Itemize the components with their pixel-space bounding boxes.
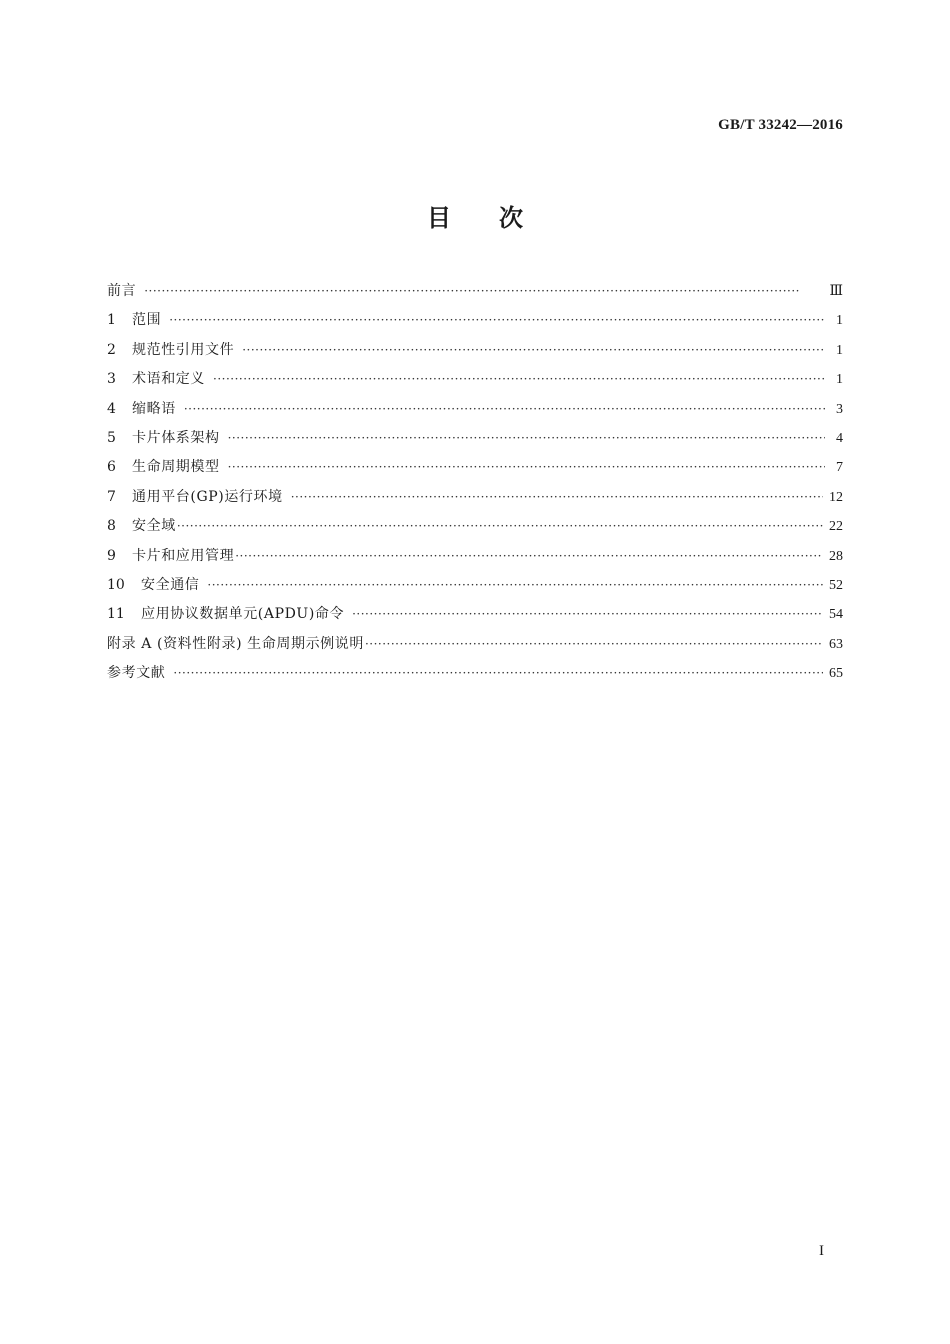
toc-leader	[177, 512, 823, 541]
toc-entry-page: 54	[829, 607, 843, 623]
toc-entry-page: 3	[836, 401, 843, 417]
toc-entry-label: 安全域	[132, 518, 176, 535]
toc-entry-page: 28	[829, 548, 843, 564]
toc-leader	[144, 277, 823, 306]
toc-entry-11[interactable]	[107, 600, 843, 629]
toc-entry-label: 术语和定义	[132, 371, 205, 388]
toc-entry-number: 2	[107, 341, 116, 358]
toc-entry-label: 规范性引用文件	[132, 341, 235, 358]
toc-entry-label: 范围	[132, 312, 162, 329]
toc-entry-page: 1	[836, 342, 843, 358]
toc-entry-page: 22	[829, 519, 843, 535]
toc-entry-label: 安全通信	[141, 576, 200, 593]
toc-leader	[213, 365, 825, 394]
toc-entry-1[interactable]	[107, 306, 843, 335]
toc-entry-10[interactable]	[107, 571, 843, 600]
toc-entry-label: 缩略语	[132, 400, 176, 417]
toc-entry-9[interactable]	[107, 542, 843, 571]
toc-entry-number: 11	[107, 606, 125, 623]
toc-entry-page: 7	[836, 460, 843, 476]
toc-entry-label: 附录 A (资料性附录) 生命周期示例说明	[107, 635, 364, 652]
toc-leader	[228, 453, 825, 482]
toc-entry-page: 12	[829, 489, 843, 505]
toc-entry-4[interactable]	[107, 395, 843, 424]
toc-entry-8[interactable]	[107, 512, 843, 541]
toc-entry-page: 63	[829, 636, 843, 652]
toc-leader	[291, 483, 823, 512]
toc-entry-label: 卡片和应用管理	[132, 547, 235, 564]
toc-entry-number: 5	[107, 429, 116, 446]
standard-number: GB/T 33242—2016	[718, 117, 843, 133]
table-of-contents	[107, 277, 843, 688]
toc-entry-number: 3	[107, 371, 116, 388]
toc-leader	[242, 336, 825, 365]
toc-entry-foreword[interactable]	[107, 277, 843, 306]
toc-entry-6[interactable]	[107, 453, 843, 482]
toc-entry-3[interactable]	[107, 365, 843, 394]
toc-entry-page: 1	[836, 313, 843, 329]
toc-entry-number: 9	[107, 547, 116, 564]
toc-entry-number: 4	[107, 400, 116, 417]
toc-entry-label: 生命周期模型	[132, 459, 220, 476]
toc-entry-5[interactable]	[107, 424, 843, 453]
toc-entry-label: 卡片体系架构	[132, 429, 220, 446]
toc-entry-page: 65	[829, 666, 843, 682]
toc-entry-number: 8	[107, 518, 116, 535]
toc-leader	[207, 571, 823, 600]
toc-entry-label: 前言	[107, 283, 137, 299]
toc-entry-number: 1	[107, 312, 116, 329]
toc-entry-label: 通用平台(GP)运行环境	[132, 488, 283, 505]
toc-leader	[235, 542, 823, 571]
toc-entry-number: 6	[107, 459, 116, 476]
toc-entry-label: 应用协议数据单元(APDU)命令	[141, 606, 345, 623]
page-title: 目次	[427, 204, 571, 232]
toc-entry-bibliography[interactable]	[107, 659, 843, 688]
page-number: I	[819, 1243, 824, 1259]
toc-entry-page: 4	[836, 430, 843, 446]
toc-entry-annex-a[interactable]	[107, 630, 843, 659]
toc-leader	[365, 630, 823, 659]
toc-leader	[173, 659, 823, 688]
toc-leader	[352, 600, 823, 629]
toc-leader	[228, 424, 825, 453]
toc-entry-page: 1	[836, 372, 843, 388]
toc-leader	[184, 395, 825, 424]
toc-entry-number: 7	[107, 488, 116, 505]
toc-leader	[169, 306, 825, 335]
toc-entry-page: 52	[829, 577, 843, 593]
toc-entry-label: 参考文献	[107, 665, 166, 682]
toc-entry-number: 10	[107, 576, 125, 593]
toc-entry-page: Ⅲ	[829, 284, 843, 299]
toc-entry-7[interactable]	[107, 483, 843, 512]
toc-entry-2[interactable]	[107, 336, 843, 365]
